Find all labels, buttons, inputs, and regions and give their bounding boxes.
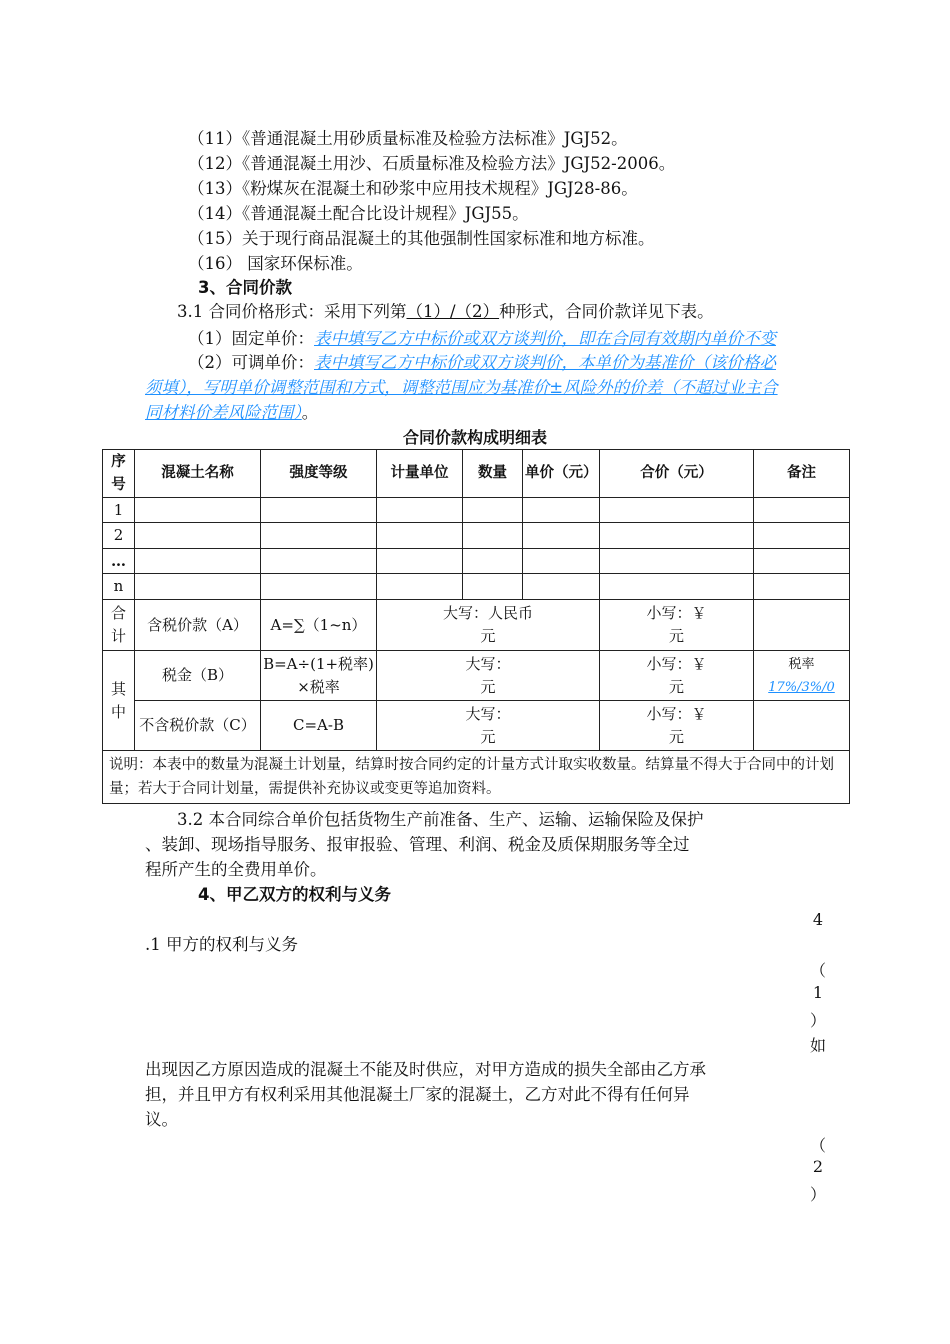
- table-cell[interactable]: [754, 549, 850, 574]
- tax-lower-unit: 元: [668, 677, 684, 696]
- tax-formula: [261, 651, 377, 701]
- section-4-number: 4: [812, 910, 824, 929]
- clause-3-2-line-2: 、装卸、现场指导服务、报审报验、管理、利润、税金及质保期服务等全过: [145, 835, 690, 854]
- adjustable-price-note-3-line: [145, 401, 318, 425]
- standard-item-15: （15）关于现行商品混凝土的其他强制性国家标准和地方标准。: [188, 229, 655, 248]
- tax-lower-cell[interactable]: [600, 651, 754, 701]
- total-name: 含税价款（A）: [135, 600, 261, 651]
- header-amount: 合价（元）: [600, 450, 754, 498]
- table-cell[interactable]: [463, 549, 523, 574]
- row-number: …: [103, 549, 135, 574]
- note-row: [103, 751, 850, 804]
- row-number: 2: [103, 523, 135, 549]
- table-cell[interactable]: [135, 523, 261, 549]
- table-cell[interactable]: [523, 549, 600, 574]
- tax-formula-2: ×税率: [297, 677, 340, 696]
- adjustable-price-note-2: 须填），写明单价调整范围和方式，调整范围应为基准价±风险外的价差（不超过业主合: [145, 378, 778, 397]
- header-seq: 序号: [103, 450, 135, 498]
- header-grade: 强度等级: [261, 450, 377, 498]
- table-cell[interactable]: [523, 498, 600, 523]
- price-table: [102, 449, 850, 804]
- fixed-price-label: （1）固定单价：: [188, 329, 314, 348]
- table-cell[interactable]: [754, 600, 850, 651]
- item-1-text-3: 议。: [145, 1110, 178, 1129]
- adjustable-price-line: [188, 351, 776, 375]
- total-lower-label: 小写：￥: [646, 604, 707, 622]
- tax-formula-1: B=A÷(1+税率): [263, 654, 374, 673]
- pretax-upper-unit: 元: [480, 727, 496, 746]
- table-cell[interactable]: [377, 498, 463, 523]
- header-name: 混凝土名称: [135, 450, 261, 498]
- table-cell[interactable]: [261, 498, 377, 523]
- table-cell[interactable]: [600, 549, 754, 574]
- clause-3-1-choice: （1）/（2）: [406, 302, 500, 321]
- tax-name: 税金（B）: [135, 651, 261, 701]
- item-2-open-paren: （: [809, 1136, 826, 1155]
- table-cell[interactable]: [135, 498, 261, 523]
- section-3-heading: 3、合同价款: [198, 278, 292, 297]
- table-cell[interactable]: [754, 701, 850, 751]
- pretax-upper-label: 大写：: [465, 704, 511, 723]
- pretax-lower-label: 小写：￥: [646, 704, 707, 723]
- total-upper-label: 大写：人民币: [442, 604, 533, 622]
- row-number: 1: [103, 498, 135, 523]
- table-cell[interactable]: [463, 523, 523, 549]
- clause-3-1-text-b: 种形式，合同价款详见下表。: [499, 302, 714, 321]
- table-cell[interactable]: [754, 523, 850, 549]
- table-cell[interactable]: [523, 574, 600, 600]
- total-formula: A=∑（1~n）: [261, 600, 377, 651]
- standard-item-11: （11）《普通混凝土用砂质量标准及检验方法标准》JGJ52。: [188, 129, 628, 148]
- row-number: n: [103, 574, 135, 600]
- standard-item-12: （12）《普通混凝土用沙、石质量标准及检验方法》JGJ52-2006。: [188, 154, 676, 173]
- tax-upper-unit: 元: [480, 677, 496, 696]
- tax-lower-label: 小写：￥: [646, 654, 707, 673]
- sub-4-1-heading: .1 甲方的权利与义务: [145, 935, 298, 954]
- item-1-first-char: 如: [809, 1036, 826, 1055]
- table-cell[interactable]: [463, 498, 523, 523]
- table-cell[interactable]: [261, 574, 377, 600]
- table-cell[interactable]: [600, 498, 754, 523]
- table-cell[interactable]: [135, 574, 261, 600]
- adjustable-price-note-1: 表中填写乙方中标价或双方谈判价，本单价为基准价（该价格必: [314, 353, 776, 372]
- item-1-open-paren: （: [809, 961, 826, 980]
- standard-item-14: （14）《普通混凝土配合比设计规程》JGJ55。: [188, 204, 529, 223]
- table-cell[interactable]: [261, 523, 377, 549]
- tax-rate-label: 税率: [788, 656, 815, 672]
- total-upper-cell[interactable]: [377, 600, 600, 651]
- clause-3-1: [177, 300, 714, 324]
- adjustable-price-end: 。: [301, 403, 319, 422]
- fixed-price-line: [188, 327, 776, 351]
- tax-row: [103, 651, 850, 701]
- pretax-lower-unit: 元: [668, 727, 684, 746]
- table-row: [103, 574, 850, 600]
- table-cell[interactable]: [463, 574, 523, 600]
- standard-item-16: （16） 国家环保标准。: [188, 254, 363, 273]
- total-lower-unit: 元: [668, 627, 684, 645]
- tax-upper-cell[interactable]: [377, 651, 600, 701]
- header-remark: 备注: [754, 450, 850, 498]
- table-cell[interactable]: [377, 523, 463, 549]
- table-cell[interactable]: [754, 574, 850, 600]
- pretax-lower-cell[interactable]: [600, 701, 754, 751]
- tax-rate-cell: [754, 651, 850, 701]
- item-2-close-paren: ）: [809, 1185, 826, 1204]
- item-1-number: 1: [812, 983, 824, 1002]
- table-cell[interactable]: [377, 574, 463, 600]
- header-qty: 数量: [463, 450, 523, 498]
- total-upper-unit: 元: [480, 627, 496, 645]
- table-note: 说明：本表中的数量为混凝土计划量，结算时按合同约定的计量方式计取实收数量。结算量不得大于合同中的计划量；若大于合同计划量，需提供补充协议或变更等追加资料。: [103, 751, 850, 804]
- adjustable-price-label: （2）可调单价：: [188, 353, 314, 372]
- table-cell[interactable]: [754, 498, 850, 523]
- tax-upper-label: 大写：: [465, 654, 511, 673]
- pretax-upper-cell[interactable]: [377, 701, 600, 751]
- pretax-formula: C=A-B: [261, 701, 377, 751]
- header-price: 单价（元）: [523, 450, 600, 498]
- table-cell[interactable]: [523, 523, 600, 549]
- section-4-heading: 4、甲乙双方的权利与义务: [198, 885, 391, 904]
- item-1-text-2: 担，并且甲方有权利采用其他混凝土厂家的混凝土，乙方对此不得有任何异: [145, 1085, 690, 1104]
- of-which-label: 其中: [103, 651, 135, 751]
- clause-3-1-text-a: 3.1 合同价格形式：采用下列第: [177, 302, 407, 321]
- table-cell[interactable]: [600, 523, 754, 549]
- table-row: [103, 498, 850, 523]
- item-2-number: 2: [812, 1157, 824, 1176]
- total-row: [103, 600, 850, 651]
- tax-rate-value: 17%/3%/0: [768, 679, 835, 695]
- header-unit: 计量单位: [377, 450, 463, 498]
- total-label: 合计: [103, 600, 135, 651]
- table-cell[interactable]: [377, 549, 463, 574]
- item-1-text-1: 出现因乙方原因造成的混凝土不能及时供应，对甲方造成的损失全部由乙方承: [145, 1060, 706, 1079]
- pretax-name: 不含税价款（C）: [135, 701, 261, 751]
- standard-item-13: （13）《粉煤灰在混凝土和砂浆中应用技术规程》JGJ28-86。: [188, 179, 638, 198]
- clause-3-2-line-3: 程所产生的全费用单价。: [145, 860, 327, 879]
- pretax-row: [103, 701, 850, 751]
- fixed-price-note: 表中填写乙方中标价或双方谈判价，即在合同有效期内单价不变: [314, 329, 776, 348]
- total-lower-cell[interactable]: [600, 600, 754, 651]
- table-row: [103, 523, 850, 549]
- adjustable-price-note-3: 同材料价差风险范围）: [145, 403, 302, 422]
- table-cell[interactable]: [600, 574, 754, 600]
- table-cell[interactable]: [135, 549, 261, 574]
- table-caption: 合同价款构成明细表: [402, 428, 547, 447]
- table-row: [103, 549, 850, 574]
- table-cell[interactable]: [261, 549, 377, 574]
- item-1-close-paren: ）: [809, 1011, 826, 1030]
- table-header-row: [103, 450, 850, 498]
- clause-3-2-line-1: 3.2 本合同综合单价包括货物生产前准备、生产、运输、运输保险及保护: [177, 810, 704, 829]
